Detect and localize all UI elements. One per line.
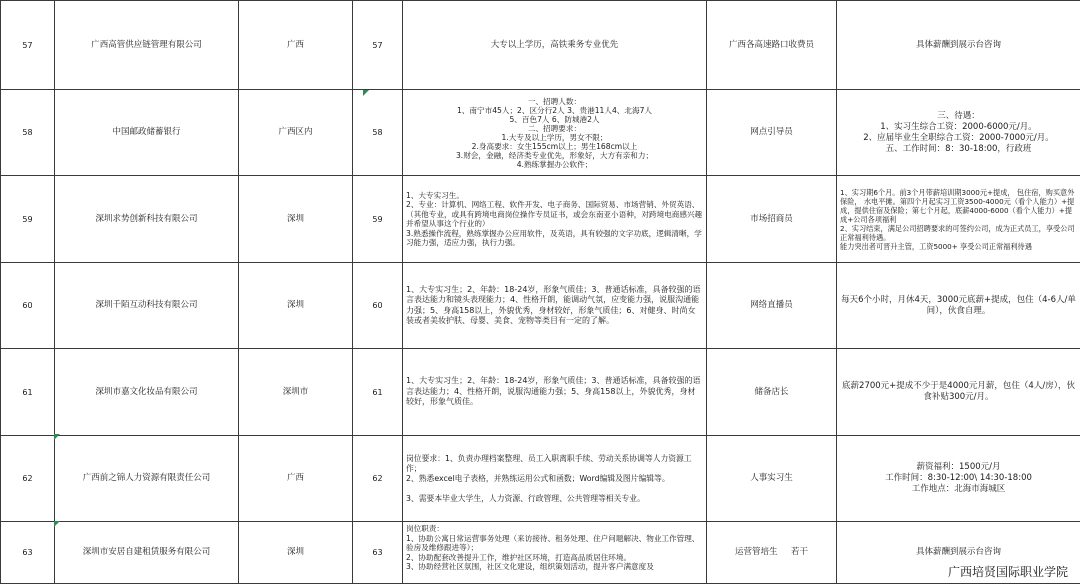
row-index: 58 bbox=[1, 90, 55, 176]
row-index: 57 bbox=[1, 1, 55, 90]
comment-marker bbox=[363, 90, 369, 96]
job-benefits: 每天6个小时，月休4天，3000元底薪+提成，包住（4-6人/单间），伙食自理。 bbox=[837, 263, 1080, 349]
table-row bbox=[1, 436, 1080, 522]
job-requirements: 1、大专实习生；2、年龄：18-24岁，形象气质佳；3、普通话标准，具备较强的语言表达能力和镜头表现能力；4、性格开朗，能调动气氛，应变能力强，说服沟通能力强；5、身高158以上，外貌优秀，身材较好，形象气质佳；6、对健身、时尚女装或者美妆护肤、母婴、美食、宠物等类目有一定的了解。 bbox=[403, 263, 707, 349]
job-requirements: 1、大专实习生；2、年龄：18-24岁，形象气质佳；3、普通话标准，具备较强的语言表达能力；4、性格开朗，说服沟通能力强；5、身高158以上，外貌优秀，身材较好，形象气质佳。 bbox=[403, 349, 707, 436]
work-region: 深圳 bbox=[239, 263, 353, 349]
company-name: 深圳市安居自建租赁服务有限公司 bbox=[55, 522, 239, 584]
job-requirements: 一、招聘人数： 1、南宁市45人；2、区分行2人 3、贵港11人4、北海7人 5、百色7人 6、防城港2人 二、招聘要求： 1.大专及以上学历，男女不限； 2.身高要求：女生155cm以上；男生168cm以上 3.财会，金融，经济类专业优先，形象好，大方有亲和力； 4.熟练掌握办公软件； bbox=[403, 90, 707, 176]
job-benefits: 底薪2700元+提成不少于是4000元月薪，包住（4人/房），伙食补贴300元/月。 bbox=[837, 349, 1080, 436]
work-region: 广西 bbox=[239, 436, 353, 522]
job-benefits: 1、实习期6个月。前3个月带薪培训期3000元+提成， 包住宿，购买意外保险， 水电平摊。第四个月起实习工资3500-4000元（看个人能力）+提成，提供住宿及保险；第七个月起，底薪4000-6000（看个人能力）+提成+公司各项福利 2、实习结束，满足公司招聘要求的可签约公司，成为正式员工，享受公司正常福利待遇。 能力突出者可晋升主管，工资5000+ 享受公司正常福利待遇 bbox=[837, 176, 1080, 263]
row-sequence: 61 bbox=[353, 349, 403, 436]
table-row bbox=[1, 90, 1080, 176]
company-name: 深圳市嘉文化妆品有限公司 bbox=[55, 349, 239, 436]
row-sequence: 62 bbox=[353, 436, 403, 522]
work-region: 广西区内 bbox=[239, 90, 353, 176]
work-region: 广西 bbox=[239, 1, 353, 90]
row-index: 61 bbox=[1, 349, 55, 436]
job-benefits: 具体薪酬到展示台咨询 bbox=[837, 1, 1080, 90]
table-row bbox=[1, 176, 1080, 263]
job-benefits: 具体薪酬到展示台咨询 bbox=[837, 522, 1080, 584]
job-position: 市场招商员 bbox=[707, 176, 837, 263]
table-row bbox=[1, 263, 1080, 349]
row-index: 59 bbox=[1, 176, 55, 263]
row-index: 62 bbox=[1, 436, 55, 522]
table-row bbox=[1, 349, 1080, 436]
row-sequence: 57 bbox=[353, 1, 403, 90]
company-name: 深圳求势创新科技有限公司 bbox=[55, 176, 239, 263]
job-position: 运营管培生 若干 bbox=[707, 522, 837, 584]
job-benefits: 三、待遇： 1、实习生综合工资：2000-6000元/月。 2、应届毕业生全职综合工资：2000-7000元/月。 五、工作时间：8：30-18:00，行政班 bbox=[837, 90, 1080, 176]
work-region: 深圳 bbox=[239, 176, 353, 263]
company-name: 广西前之锦人力资源有限责任公司 bbox=[55, 436, 239, 522]
company-name: 深圳千陌互动科技有限公司 bbox=[55, 263, 239, 349]
company-name: 广西高管供应链管理有限公司 bbox=[55, 1, 239, 90]
row-sequence: 59 bbox=[353, 176, 403, 263]
job-requirements: 1、大专实习生。 2、专业：计算机、网络工程、软件开发、电子商务、国际贸易、市场营销、外贸英语、（其他专业，或具有跨境电商岗位操作专员证书，或会东南亚小语种，对跨境电商感兴趣并希望从事这个行业的） 3.熟悉操作流程，熟练掌握办公应用软件，及英语，具有较强的文字功底，逻辑清晰，学习能力强，适应力强，执行力强。 bbox=[403, 176, 707, 263]
row-index: 63 bbox=[1, 522, 55, 584]
work-region: 深圳 bbox=[239, 522, 353, 584]
job-position: 广西各高速路口收费员 bbox=[707, 1, 837, 90]
comment-marker bbox=[54, 521, 60, 527]
table-row bbox=[1, 1, 1080, 90]
job-position: 储备店长 bbox=[707, 349, 837, 436]
watermark: 广西培贤国际职业学院 bbox=[946, 565, 1070, 579]
job-position: 网点引导员 bbox=[707, 90, 837, 176]
row-sequence: 63 bbox=[353, 522, 403, 584]
row-sequence: 58 bbox=[353, 90, 403, 176]
table-row bbox=[1, 522, 1080, 584]
work-region: 深圳市 bbox=[239, 349, 353, 436]
company-name: 中国邮政储蓄银行 bbox=[55, 90, 239, 176]
job-position: 网络直播员 bbox=[707, 263, 837, 349]
job-requirements: 岗位要求：1、负责办理档案整理、员工入职离职手续、劳动关系协调等人力资源工作； 2、熟悉excel电子表格，并熟练运用公式和函数；Word编辑及图片编辑等。 3、需要本毕业大学生，人力资源、行政管理、公共管理等相关专业。 bbox=[403, 436, 707, 522]
row-sequence: 60 bbox=[353, 263, 403, 349]
job-position: 人事实习生 bbox=[707, 436, 837, 522]
job-requirements: 大专以上学历，高铁乘务专业优先 bbox=[403, 1, 707, 90]
job-benefits: 薪资福利：1500元/月 工作时间：8:30-12:00\ 14:30-18:00 工作地点：北海市海城区 bbox=[837, 436, 1080, 522]
row-index: 60 bbox=[1, 263, 55, 349]
comment-marker bbox=[54, 434, 60, 440]
job-requirements: 岗位职责： 1、协助公寓日常运营事务处理（来访接待、租务处理、住户问题解决、物业工作管理、验房及维修跟进等）； 2、协助配套改善提升工作，维护社区环境，打造高品质居住环境。 3、协助经营社区氛围，社区文化建设，组织策划活动，提升客户满意度及 bbox=[403, 522, 707, 584]
